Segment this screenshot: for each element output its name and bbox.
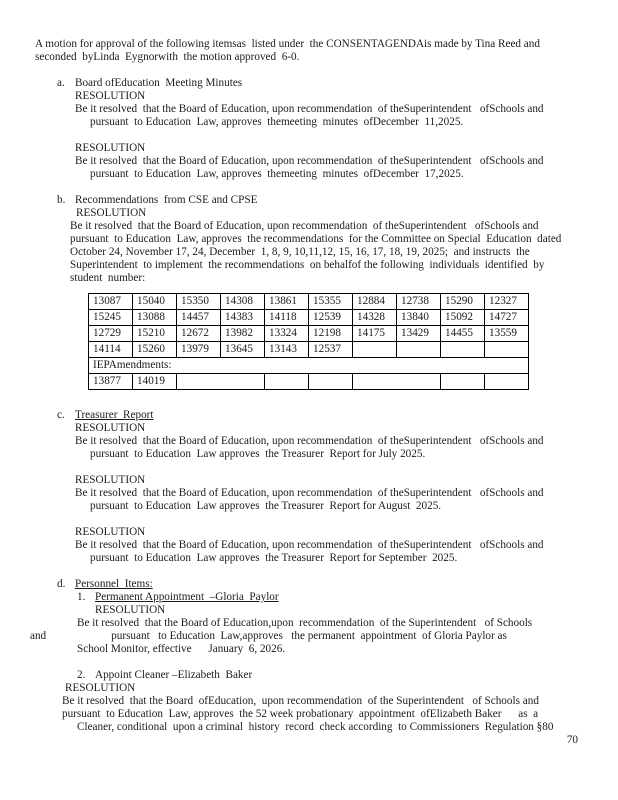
- table-row: [89, 342, 529, 358]
- student-number-cell: 13877: [89, 374, 133, 390]
- student-number-cell: 12884: [353, 294, 397, 310]
- resolution-block: [0, 207, 618, 285]
- resolution-line: pursuant to Education Law, approves the 52 week probationary appointment ofElizabeth Baker as a: [62, 708, 539, 720]
- student-number-cell: 12738: [397, 294, 441, 310]
- student-number-cell: 13840: [397, 310, 441, 326]
- resolution-label: RESOLUTION: [75, 422, 146, 434]
- resolution-line: Be it resolved that the Board of Education, upon recommendation of theSuperintendent ofSchools and: [70, 220, 539, 232]
- section-c-marker: c.: [57, 409, 65, 421]
- resolution-block: [0, 422, 618, 461]
- student-number-cell: 15260: [133, 342, 177, 358]
- cse-student-table: [88, 293, 529, 390]
- section-d-title: Personnel Items:: [75, 578, 153, 590]
- student-number-cell: 12327: [485, 294, 529, 310]
- resolution-line: [30, 630, 618, 643]
- intro-paragraph: [0, 38, 618, 64]
- personnel-item-1-marker: 1.: [77, 591, 86, 603]
- table-row: [89, 358, 529, 374]
- resolution-line: School Monitor, effective January 6, 2026.: [77, 643, 286, 655]
- student-number-cell: [265, 374, 309, 390]
- resolution-line: Be it resolved that the Board of Education, upon recommendation of theSuperintendent ofSchools and: [75, 155, 544, 167]
- personnel-item-2-marker: 2.: [77, 669, 86, 681]
- section-b-heading: [57, 194, 618, 207]
- resolution-line: Be it resolved that the Board of Education,upon recommendation of the Superintendent of Schools: [77, 617, 533, 629]
- personnel-item-2-title: Appoint Cleaner –Elizabeth Baker: [95, 669, 253, 681]
- student-number-cell: 12672: [177, 326, 221, 342]
- resolution-line: pursuant to Education Law approves the Treasurer Report for September 2025.: [90, 552, 458, 564]
- personnel-item-2: [0, 669, 618, 734]
- resolution-block: [0, 474, 618, 513]
- resolution-line: Superintendent to implement the recommendations on behalfof the following individuals identified by: [70, 259, 545, 271]
- student-number-cell: 15355: [309, 294, 353, 310]
- student-number-cell: 13429: [397, 326, 441, 342]
- page-number: 70: [566, 734, 578, 746]
- section-c-title: Treasurer Report: [75, 409, 154, 421]
- resolution-line-fragment: pursuant to Education Law,approves the permanent appointment of Gloria Paylor as: [111, 630, 507, 642]
- resolution-line: pursuant to Education Law approves the Treasurer Report for August 2025.: [90, 500, 442, 512]
- student-number-cell: 15040: [133, 294, 177, 310]
- personnel-item-1-heading: [77, 591, 618, 604]
- student-number-cell: 14727: [485, 310, 529, 326]
- student-number-cell: 13559: [485, 326, 529, 342]
- table-row: [89, 326, 529, 342]
- resolution-label: RESOLUTION: [95, 604, 166, 616]
- resolution-label: RESOLUTION: [76, 207, 147, 219]
- student-number-cell: [177, 374, 265, 390]
- resolution-line: pursuant to Education Law, approves themeeting minutes ofDecember 17,2025.: [90, 168, 464, 180]
- section-a-title: Board ofEducation Meeting Minutes: [75, 77, 243, 89]
- student-number-cell: 12198: [309, 326, 353, 342]
- resolution-line: Be it resolved that the Board of Education, upon recommendation of theSuperintendent ofSchools and: [75, 539, 544, 551]
- student-number-cell: [353, 374, 441, 390]
- student-number-cell: 13088: [133, 310, 177, 326]
- resolution-label: RESOLUTION: [75, 142, 146, 154]
- student-number-cell: 12729: [89, 326, 133, 342]
- table-row: [89, 294, 529, 310]
- student-number-cell: 14457: [177, 310, 221, 326]
- resolution-line: Cleaner, conditional upon a criminal history record check according to Commissioners Regulation §80: [77, 721, 554, 733]
- resolution-line: Be it resolved that the Board of Education, upon recommendation of theSuperintendent ofSchools and: [75, 435, 544, 447]
- student-number-cell: [485, 342, 529, 358]
- student-number-cell: 12539: [309, 310, 353, 326]
- resolution-line: Be it resolved that the Board of Education, upon recommendation of theSuperintendent ofSchools and: [75, 487, 544, 499]
- student-number-cell: [353, 342, 397, 358]
- resolution-label: RESOLUTION: [65, 682, 136, 694]
- personnel-item-2-heading: [77, 669, 618, 682]
- student-number-cell: 14114: [89, 342, 133, 358]
- resolution-block: [0, 142, 618, 181]
- student-number-cell: [441, 374, 485, 390]
- resolution-block: [0, 90, 618, 129]
- resolution-line: Be it resolved that the Board of Education, upon recommendation of theSuperintendent ofSchools and: [75, 103, 544, 115]
- resolution-label: RESOLUTION: [75, 526, 146, 538]
- student-number-cell: 13979: [177, 342, 221, 358]
- student-number-cell: IEPAmendments:: [89, 358, 529, 374]
- personnel-item-1: [0, 591, 618, 656]
- student-number-cell: 13087: [89, 294, 133, 310]
- student-number-cell: 13861: [265, 294, 309, 310]
- student-number-cell: [485, 374, 529, 390]
- section-d-marker: d.: [57, 578, 66, 590]
- section-b-title: Recommendations from CSE and CPSE: [75, 194, 258, 206]
- student-number-cell: 13324: [265, 326, 309, 342]
- student-number-cell: 14175: [353, 326, 397, 342]
- student-number-cell: 15092: [441, 310, 485, 326]
- resolution-line: Be it resolved that the Board ofEducation, upon recommendation of the Superintendent of Schools and: [62, 695, 539, 707]
- student-number-cell: 13143: [265, 342, 309, 358]
- student-number-cell: 15350: [177, 294, 221, 310]
- table-row: [89, 310, 529, 326]
- student-number-cell: 12537: [309, 342, 353, 358]
- student-number-cell: 13982: [221, 326, 265, 342]
- resolution-line-fragment: and: [30, 630, 47, 642]
- intro-line: A motion for approval of the following itemsas listed under the CONSENTAGENDAis made by Tina Reed and: [35, 38, 540, 50]
- resolution-line: pursuant to Education Law, approves the recommendations for the Committee on Special Education dated: [70, 233, 562, 245]
- student-number-cell: 15290: [441, 294, 485, 310]
- student-number-cell: 14383: [221, 310, 265, 326]
- section-d-heading: [57, 578, 618, 591]
- personnel-item-1-title: Permanent Appointment –Gloria Paylor: [95, 591, 279, 603]
- resolution-line: student number:: [70, 272, 146, 284]
- student-number-cell: [397, 342, 441, 358]
- student-number-cell: [309, 374, 353, 390]
- student-number-cell: 15210: [133, 326, 177, 342]
- student-number-cell: 15245: [89, 310, 133, 326]
- section-c-heading: [57, 409, 618, 422]
- student-number-cell: 14118: [265, 310, 309, 326]
- student-number-cell: 14019: [133, 374, 177, 390]
- resolution-label: RESOLUTION: [75, 474, 146, 486]
- resolution-line: pursuant to Education Law, approves themeeting minutes ofDecember 11,2025.: [90, 116, 464, 128]
- student-number-cell: [441, 342, 485, 358]
- student-number-cell: 14328: [353, 310, 397, 326]
- section-a-marker: a.: [57, 77, 65, 89]
- section-a-heading: [57, 77, 618, 90]
- resolution-block: [0, 526, 618, 565]
- resolution-line: pursuant to Education Law approves the Treasurer Report for July 2025.: [90, 448, 426, 460]
- student-number-cell: 14455: [441, 326, 485, 342]
- intro-line: seconded byLinda Eygnorwith the motion approved 6-0.: [35, 51, 300, 63]
- student-number-cell: 13645: [221, 342, 265, 358]
- resolution-line: October 24, November 17, 24, December 1, 8, 9, 10,11,12, 15, 16, 17, 18, 19, 2025; and instructs the: [70, 246, 530, 258]
- resolution-label: RESOLUTION: [75, 90, 146, 102]
- student-number-cell: 14308: [221, 294, 265, 310]
- table-row: [89, 374, 529, 390]
- section-b-marker: b.: [57, 194, 66, 206]
